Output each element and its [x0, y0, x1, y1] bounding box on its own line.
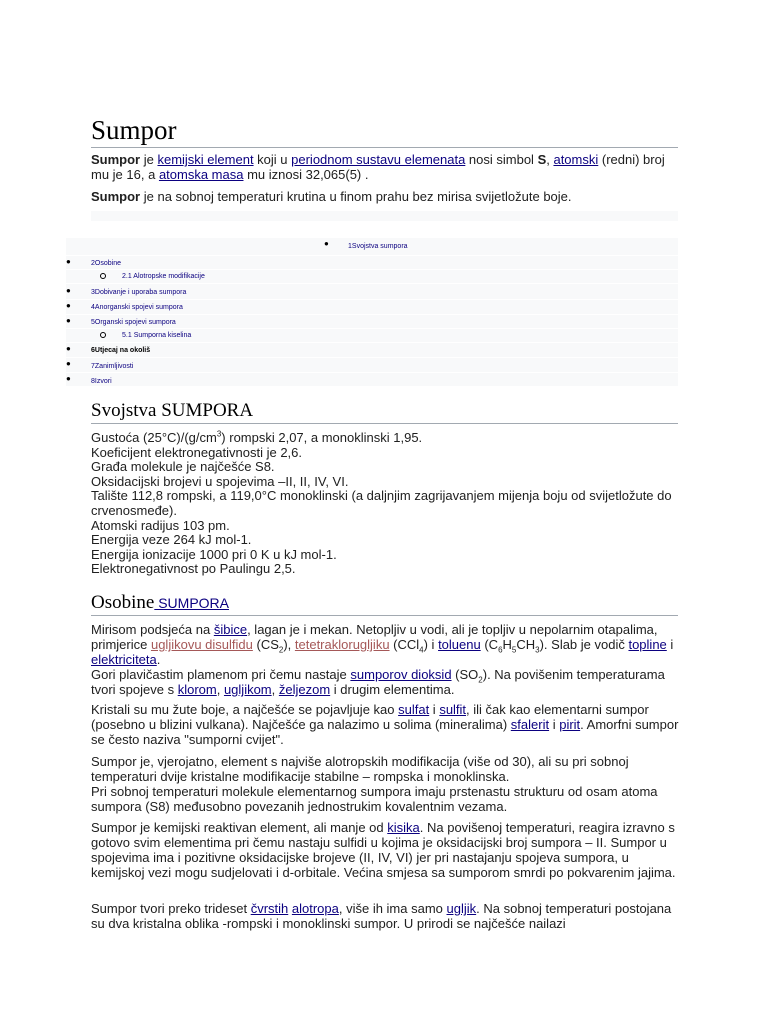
toc-item-3[interactable]: 3Dobivanje i uporaba sumpora: [91, 289, 187, 296]
text: ,: [546, 152, 554, 167]
property-line: Energija ionizacije 1000 pri 0 K u kJ mol-1.: [91, 546, 337, 562]
heading-osobine: [91, 591, 678, 616]
toc-divider: [66, 328, 678, 329]
link-atomska-masa[interactable]: atomska masa: [158, 167, 244, 182]
bullet-icon: ●: [66, 286, 71, 295]
text: je na sobnoj temperaturi krutina u finom prahu bez mirisa svijetložute boje.: [140, 189, 572, 204]
paragraph-2: Kristali su mu žute boje, a najčešće se pojavljuje kao sulfat i sulfit, ili čak kao elementarni sumpor (posebno u blizini vulkana). Najčešće ga nalazimo u solima (mineralima) sfalerit i pirit. Amorfni sumpor se često naziva "sumporni cvijet".: [91, 702, 679, 747]
link-kemijski-element[interactable]: kemijski element: [157, 152, 254, 167]
toc-item-6[interactable]: 6Utjecaj na okoliš: [91, 347, 151, 354]
toc-item-5-1[interactable]: 5.1 Sumporna kiselina: [122, 332, 192, 339]
link-sulfat[interactable]: sulfat: [398, 702, 430, 717]
page-title: Sumpor: [91, 113, 678, 148]
circle-bullet-icon: [100, 273, 106, 279]
property-line: Koeficijent elektronegativnosti je 2,6.: [91, 444, 303, 460]
link-zeljezom[interactable]: željezom: [278, 682, 331, 697]
link-sulfit[interactable]: sulfit: [439, 702, 467, 717]
toc-divider: [66, 342, 678, 343]
property-line: Elektronegativnost po Paulingu 2,5.: [91, 561, 296, 577]
link-elektriciteta[interactable]: elektriciteta: [91, 652, 157, 667]
link-periodni-sustav[interactable]: periodnom sustavu elemenata: [291, 152, 466, 167]
link-atomski[interactable]: atomski: [553, 152, 599, 167]
link-kisika[interactable]: kisika: [387, 820, 420, 835]
property-line: Oksidacijski brojevi u spojevima –II, II, IV, VI.: [91, 473, 349, 489]
toc-item-1[interactable]: 1Svojstva sumpora: [348, 243, 408, 250]
link-sfalerit[interactable]: sfalerit: [510, 717, 550, 732]
bullet-icon: ●: [66, 374, 71, 383]
paragraph-1: Mirisom podsjeća na šibice, lagan je i mekan. Netopljiv u vodi, ali je topljiv u nepolarnim otapalima, primjerice ugljikovu disulfidu $(CS_2)$, tetetraklorugljiku (CCl$_4$) i toluenu $(C_6H_5CH_3)$. Slab je vodič topline i elektriciteta. Gori plavičastim plamenom pri čemu nastaje sumporov dioksid $(SO_2)$. Na povišenim temperaturama tvori spojeve s klorom, ugljikom, željezom i drugim elementima.: [91, 622, 674, 697]
intro-paragraph: [91, 152, 681, 182]
circle-bullet-icon: [100, 332, 106, 338]
intro-paragraph-2: [91, 189, 681, 204]
toc-item-4[interactable]: 4Anorganski spojevi sumpora: [91, 304, 183, 311]
symbol: S: [537, 152, 547, 167]
bullet-icon: ●: [324, 239, 329, 248]
bullet-icon: ●: [66, 344, 71, 353]
link-ugljik[interactable]: ugljik: [446, 901, 477, 916]
toc-divider: [66, 314, 678, 315]
bold-term: Sumpor: [91, 152, 141, 167]
text: je: [140, 152, 158, 167]
link-toluenu[interactable]: toluenu: [438, 637, 481, 652]
link-tetraklorugljik[interactable]: tetetraklorugljiku: [294, 637, 390, 652]
link-topline[interactable]: topline: [628, 637, 667, 652]
properties-list: [91, 431, 681, 577]
bullet-icon: ●: [66, 301, 71, 310]
bold-term: Sumpor: [91, 189, 141, 204]
property-line: Talište 112,8 rompski, a 119,0°C monoklinski (a daljnjim zagrijavanjem mijenja boju od svijetložute do crvenosmeđe).: [91, 488, 672, 518]
paragraph-3: Sumpor je, vjerojatno, element s najviše alotropskih modifikacija (više od 30), ali su pri sobnoj temperaturi dvije kristalne modifikacije stabilne – rompska i monoklinska. Pri sobnoj temperaturi molekule elementarnog sumpora imaju prstenastu strukturu od osam atoma sumpora (S8) međusobno povezanih jednostrukim kovalentnim vezama.: [91, 754, 658, 814]
link-cvrstih[interactable]: čvrstih: [250, 901, 289, 916]
separator-bar: [91, 211, 678, 221]
link-pirit[interactable]: pirit: [559, 717, 581, 732]
toc-item-7[interactable]: 7Zanimljivosti: [91, 363, 134, 370]
bullet-icon: ●: [66, 257, 71, 266]
heading-text: Osobine: [91, 592, 155, 613]
text: nosi simbol: [465, 152, 538, 167]
toc-item-8[interactable]: 8Izvori: [91, 378, 112, 385]
bullet-icon: ●: [66, 359, 71, 368]
link-klorom[interactable]: klorom: [177, 682, 217, 697]
toc-item-2[interactable]: 2Osobine: [91, 260, 121, 267]
property-line: Energija veze 264 kJ mol-1.: [91, 532, 252, 548]
link-alotropa[interactable]: alotropa: [291, 901, 339, 916]
toc-item-5[interactable]: 5Organski spojevi sumpora: [91, 319, 176, 326]
text: (redni) broj mu je 16, a: [91, 152, 665, 182]
property-line: Građa molekule je najčešće S8.: [91, 459, 275, 475]
toc-item-2-1[interactable]: 2.1 Alotropske modifikacije: [122, 273, 205, 280]
link-ugljikom[interactable]: ugljikom: [223, 682, 272, 697]
table-of-contents: [66, 238, 678, 386]
heading-svojstva: Svojstva SUMPORA: [91, 399, 678, 424]
toc-divider: [66, 299, 678, 300]
toc-divider: [66, 372, 678, 373]
paragraph-4: Sumpor je kemijski reaktivan element, ali manje od kisika. Na povišenoj temperaturi, reagira izravno s gotovo svim elementima pri čemu nastaju sulfidi u kojima je oksidacijski broj sumpora – II. Sumpor u spojevima ima i pozitivne oksidacijske brojeve (II, IV, VI) jer pri nastajanju spojeva sumpora, u kemijskoj vezi mogu sudjelovati i d-orbitale. Većina smjesa sa sumporom smrdi po pokvarenim jajima.: [91, 820, 676, 880]
toc-divider: [66, 255, 678, 256]
property-line: Atomski radijus 103 pm.: [91, 517, 230, 533]
toc-divider: [66, 357, 678, 358]
toc-divider: [66, 283, 678, 284]
heading-link-sumpora[interactable]: SUMPORA: [154, 595, 230, 611]
text: mu iznosi 32,065(5) .: [243, 167, 369, 182]
link-sumporov-dioksid[interactable]: sumporov dioksid: [350, 667, 452, 682]
bullet-icon: ●: [66, 316, 71, 325]
property-density: Gustoća $(25^\circ C)/(g/cm^3)$ rompski 2,07, a monoklinski 1,95.: [91, 429, 423, 445]
paragraph-5: Sumpor tvori preko trideset čvrstih alotropa, više ih ima samo ugljik. Na sobnoj temperaturi postojana su dva kristalna oblika -rompski i monoklinski sumpor. U prirodi se najčešće nailazi: [91, 901, 672, 931]
text: koji u: [253, 152, 292, 167]
toc-divider: [66, 269, 678, 270]
link-sibice[interactable]: šibice: [213, 622, 248, 637]
link-ugljikovu-disulfidu[interactable]: ugljikovu disulfidu: [150, 637, 253, 652]
